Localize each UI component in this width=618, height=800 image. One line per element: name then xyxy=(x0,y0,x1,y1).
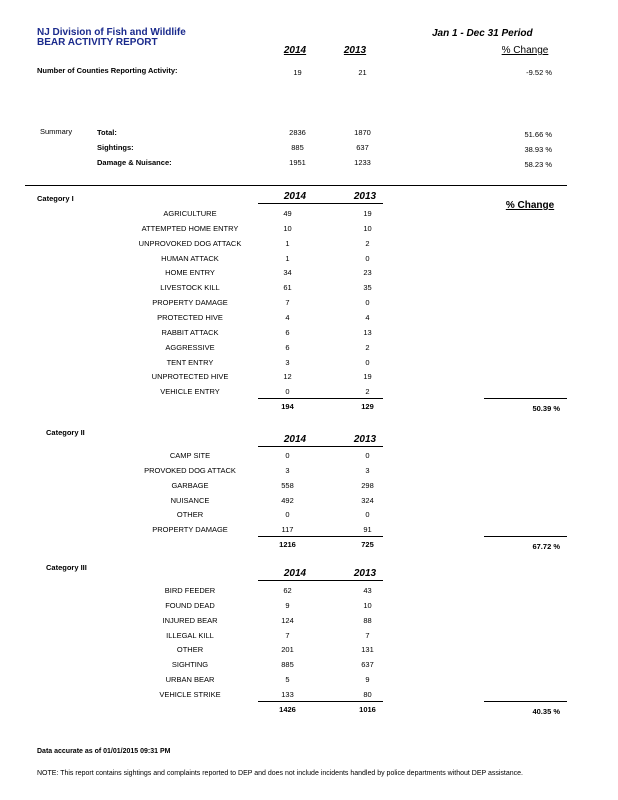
row-2013: 2 xyxy=(365,387,370,397)
table-row xyxy=(0,631,618,642)
category-total-2013: 725 xyxy=(361,540,374,550)
category-title: Category I xyxy=(37,194,74,203)
row-label: URBAN BEAR xyxy=(165,675,215,685)
row-label: AGGRESSIVE xyxy=(165,342,215,352)
row-2014: 34 xyxy=(283,268,292,278)
table-row xyxy=(0,601,618,612)
row-2013: 0 xyxy=(365,451,370,460)
row-2014: 558 xyxy=(281,480,294,490)
category-total-change: 40.35 % xyxy=(532,706,560,716)
category-change-line xyxy=(484,398,567,399)
table-row xyxy=(0,616,618,627)
row-2014: 62 xyxy=(283,586,292,595)
row-2014: 4 xyxy=(285,312,290,322)
summary-label: Summary xyxy=(40,127,73,136)
row-label: LIVESTOCK KILL xyxy=(160,283,220,293)
category-header-2013: 2013 xyxy=(353,434,377,445)
category-header-2014: 2014 xyxy=(283,191,307,202)
table-row xyxy=(0,466,618,477)
category-header-2014: 2014 xyxy=(283,568,307,579)
counties-2014: 19 xyxy=(293,68,302,77)
table-row xyxy=(0,209,618,220)
row-label: CAMP SITE xyxy=(169,451,211,460)
row-2014: 0 xyxy=(285,387,290,397)
row-2013: 19 xyxy=(363,209,372,218)
summary-row-change: 51.66 % xyxy=(524,130,552,139)
row-2014: 117 xyxy=(281,525,294,535)
row-2014: 61 xyxy=(283,283,292,293)
summary-row-change: 58.23 % xyxy=(524,160,552,169)
report-title: BEAR ACTIVITY REPORT xyxy=(37,37,158,48)
counties-2013: 21 xyxy=(358,68,367,77)
footer-note: NOTE: This report contains sightings and complaints reported to DEP and does not include incidents handled by police departments without DEP assistance. xyxy=(37,770,523,777)
data-accuracy: Data accurate as of 01/01/2015 09:31 PM xyxy=(37,748,171,755)
summary-row-label: Sightings: xyxy=(97,143,134,152)
table-row xyxy=(0,690,618,701)
table-row xyxy=(0,675,618,686)
row-2013: 0 xyxy=(365,298,370,308)
row-2013: 4 xyxy=(365,312,370,322)
row-2014: 7 xyxy=(285,298,290,308)
table-row xyxy=(0,358,618,369)
row-2014: 3 xyxy=(285,357,290,367)
counties-label: Number of Counties Reporting Activity: xyxy=(37,66,178,75)
row-2013: 10 xyxy=(363,600,372,610)
row-2014: 5 xyxy=(285,675,290,685)
summary-row-2014: 1951 xyxy=(289,158,306,167)
category-total-line xyxy=(258,398,383,399)
table-row xyxy=(0,239,618,250)
summary-row-label: Total: xyxy=(97,128,117,137)
row-label: HOME ENTRY xyxy=(165,268,215,278)
row-2013: 13 xyxy=(363,327,372,337)
table-row xyxy=(0,387,618,398)
row-label: PROTECTED HIVE xyxy=(157,312,223,322)
row-label: VEHICLE ENTRY xyxy=(160,387,220,397)
summary-row-label: Damage & Nuisance: xyxy=(97,158,172,167)
table-row xyxy=(0,328,618,339)
row-2013: 637 xyxy=(361,660,374,670)
category-total-2013: 1016 xyxy=(359,704,376,714)
category-total-line xyxy=(258,536,383,537)
row-2014: 1 xyxy=(285,238,290,248)
header-year-2014: 2014 xyxy=(283,45,307,56)
row-2013: 298 xyxy=(361,480,374,490)
row-label: ILLEGAL KILL xyxy=(166,630,214,640)
row-label: INJURED BEAR xyxy=(162,615,218,625)
row-2013: 2 xyxy=(365,342,370,352)
category-total-change: 67.72 % xyxy=(532,542,560,552)
row-2013: 3 xyxy=(365,465,370,475)
category-total-2014: 1426 xyxy=(279,704,296,714)
summary-row-2014: 2836 xyxy=(289,128,306,137)
row-label: NUISANCE xyxy=(170,495,210,505)
summary-row-2013: 637 xyxy=(356,143,369,152)
row-2014: 492 xyxy=(281,495,294,505)
category-total-line xyxy=(258,701,383,702)
summary-row-2013: 1233 xyxy=(354,158,371,167)
row-2014: 6 xyxy=(285,342,290,352)
table-row xyxy=(0,451,618,462)
row-2014: 124 xyxy=(281,615,294,625)
row-label: AGRICULTURE xyxy=(163,209,217,218)
row-2014: 9 xyxy=(285,600,290,610)
category-total-2014: 1216 xyxy=(279,540,296,550)
row-2014: 201 xyxy=(281,645,294,655)
row-2013: 23 xyxy=(363,268,372,278)
row-label: SIGHTING xyxy=(171,660,209,670)
category-total-2014: 194 xyxy=(281,402,294,412)
row-2013: 0 xyxy=(365,357,370,367)
row-2013: 35 xyxy=(363,283,372,293)
table-row xyxy=(0,496,618,507)
category-total-change: 50.39 % xyxy=(532,404,560,414)
table-row xyxy=(0,268,618,279)
table-row xyxy=(0,298,618,309)
category-change-line xyxy=(484,536,567,537)
row-label: ATTEMPTED HOME ENTRY xyxy=(141,223,239,233)
category-change-line xyxy=(484,701,567,702)
row-2013: 80 xyxy=(363,689,372,699)
table-row xyxy=(0,224,618,235)
category-header-line xyxy=(258,446,383,447)
row-label: GARBAGE xyxy=(171,480,209,490)
table-row xyxy=(0,660,618,671)
row-2013: 131 xyxy=(361,645,374,655)
table-row xyxy=(0,254,618,265)
row-2014: 7 xyxy=(285,630,290,640)
row-2014: 12 xyxy=(283,372,292,382)
table-row xyxy=(0,510,618,521)
org-name: NJ Division of Fish and Wildlife xyxy=(37,27,186,38)
row-label: TENT ENTRY xyxy=(166,357,214,367)
row-label: VEHICLE STRIKE xyxy=(159,689,221,699)
row-label: HUMAN ATTACK xyxy=(161,253,219,263)
row-2014: 6 xyxy=(285,327,290,337)
row-2013: 9 xyxy=(365,675,370,685)
row-2013: 0 xyxy=(365,510,370,520)
category-pct-change-header: % Change xyxy=(505,200,555,211)
table-row xyxy=(0,283,618,294)
row-label: UNPROVOKED DOG ATTACK xyxy=(138,238,242,248)
table-row xyxy=(0,372,618,383)
row-2014: 0 xyxy=(285,510,290,520)
row-2014: 49 xyxy=(283,209,292,218)
row-2013: 0 xyxy=(365,253,370,263)
row-2014: 1 xyxy=(285,253,290,263)
table-row xyxy=(0,343,618,354)
report-period: Jan 1 - Dec 31 Period xyxy=(432,28,533,39)
row-2013: 10 xyxy=(363,223,372,233)
row-label: BIRD FEEDER xyxy=(164,586,216,595)
category-header-line xyxy=(258,203,383,204)
row-2014: 133 xyxy=(281,689,294,699)
row-2014: 0 xyxy=(285,451,290,460)
header-pct-change: % Change xyxy=(501,45,549,56)
row-2013: 19 xyxy=(363,372,372,382)
row-label: PROPERTY DAMAGE xyxy=(152,525,228,535)
summary-row-change: 38.93 % xyxy=(524,145,552,154)
row-label: FOUND DEAD xyxy=(165,600,215,610)
category-header-line xyxy=(258,580,383,581)
row-2013: 43 xyxy=(363,586,372,595)
row-label: OTHER xyxy=(176,510,204,520)
row-label: PROVOKED DOG ATTACK xyxy=(144,465,236,475)
table-row xyxy=(0,645,618,656)
row-2013: 324 xyxy=(361,495,374,505)
table-row xyxy=(0,586,618,597)
row-2013: 2 xyxy=(365,238,370,248)
header-year-2013: 2013 xyxy=(343,45,367,56)
category-header-2013: 2013 xyxy=(353,568,377,579)
category-title: Category II xyxy=(46,428,85,437)
row-2014: 885 xyxy=(281,660,294,670)
summary-row-2013: 1870 xyxy=(354,128,371,137)
row-label: UNPROTECTED HIVE xyxy=(151,372,229,382)
row-label: RABBIT ATTACK xyxy=(161,327,219,337)
table-row xyxy=(0,481,618,492)
row-2013: 7 xyxy=(365,630,370,640)
table-row xyxy=(0,313,618,324)
category-title: Category III xyxy=(46,563,87,572)
table-row xyxy=(0,525,618,536)
category-total-2013: 129 xyxy=(361,402,374,412)
row-2014: 3 xyxy=(285,465,290,475)
category-header-2014: 2014 xyxy=(283,434,307,445)
counties-change: -9.52 % xyxy=(526,68,552,77)
row-label: PROPERTY DAMAGE xyxy=(152,298,228,308)
row-label: OTHER xyxy=(176,645,204,655)
row-2013: 88 xyxy=(363,615,372,625)
row-2014: 10 xyxy=(283,223,292,233)
row-2013: 91 xyxy=(363,525,372,535)
category-header-2013: 2013 xyxy=(353,191,377,202)
summary-row-2014: 885 xyxy=(291,143,304,152)
summary-divider xyxy=(25,185,567,186)
